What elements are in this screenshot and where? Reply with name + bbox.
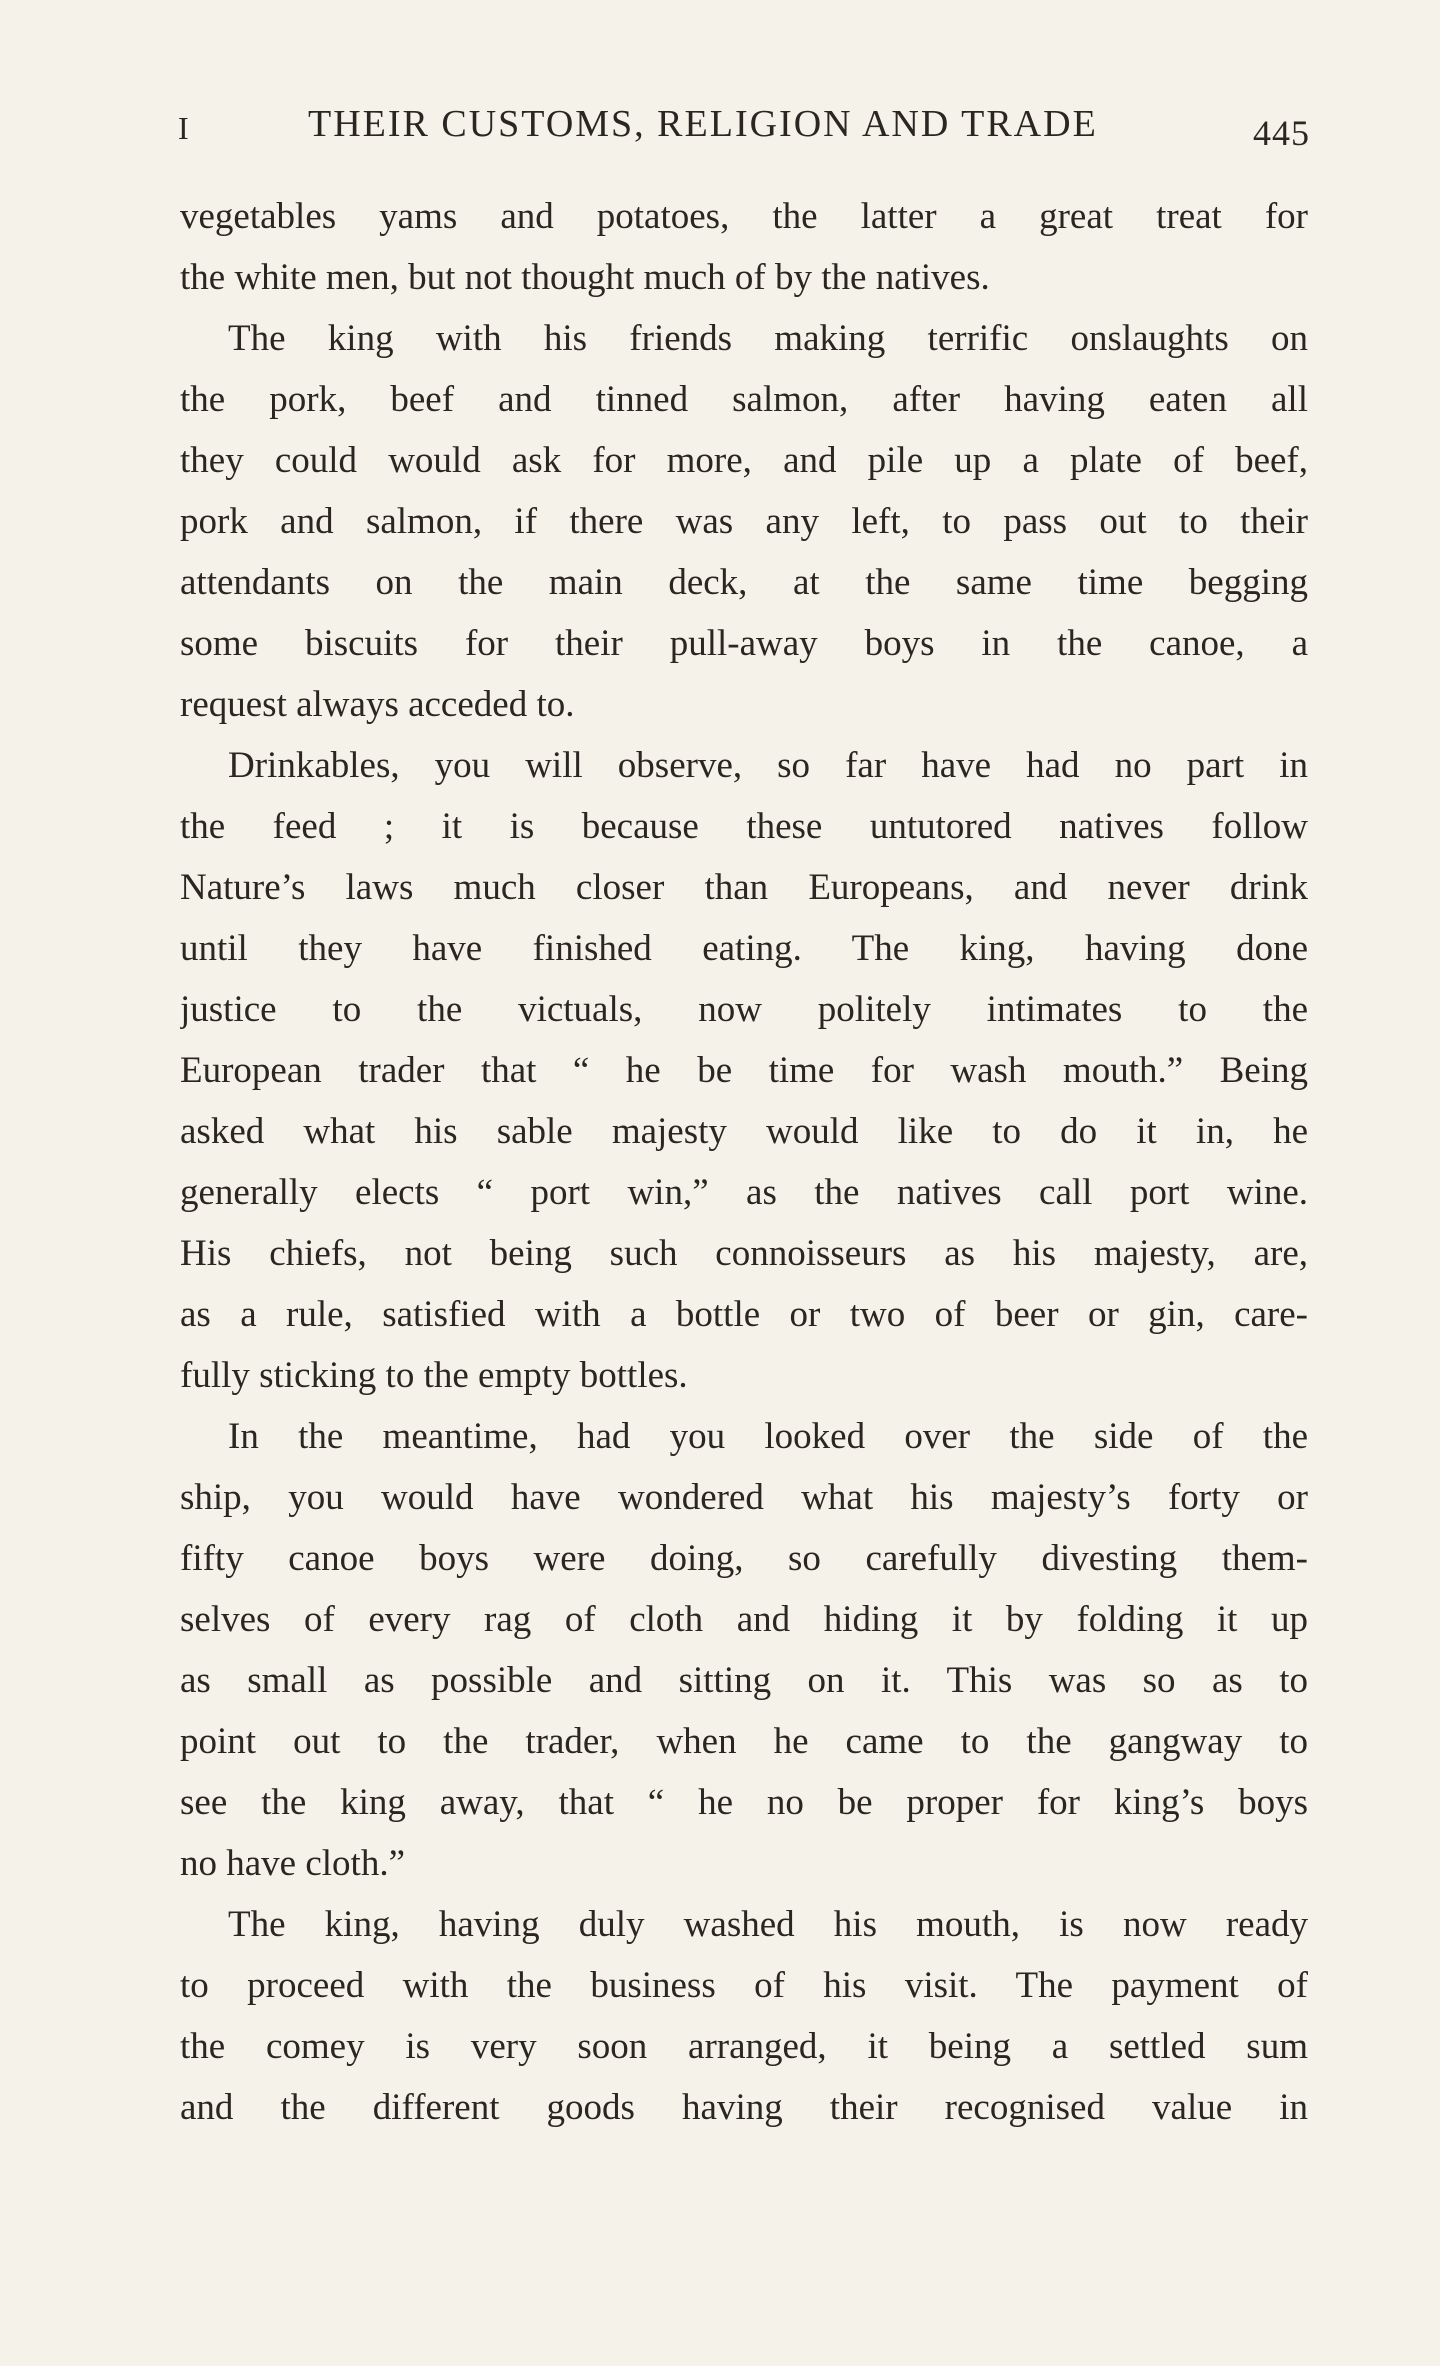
text-line: generally elects “ port win,” as the natives call port wine. (180, 1172, 1308, 1213)
text-line: as small as possible and sitting on it. This was so as to (180, 1660, 1308, 1701)
paragraph (180, 735, 1308, 1406)
text-line: to proceed with the business of his visit. The payment of (180, 1965, 1308, 2006)
text-line: In the meantime, had you looked over the side of the (228, 1416, 1308, 1457)
paragraph (180, 1894, 1308, 2138)
text-line: Drinkables, you will observe, so far have had no part in (228, 745, 1308, 786)
text-line: fully sticking to the empty bottles. (180, 1355, 688, 1396)
text-line: ship, you would have wondered what his majesty’s forty or (180, 1477, 1308, 1518)
text-line: and the different goods having their recognised value in (180, 2087, 1308, 2128)
paragraph (180, 186, 1308, 308)
text-line: Nature’s laws much closer than Europeans, and never drink (180, 867, 1308, 908)
text-line: some biscuits for their pull-away boys in the canoe, a (180, 623, 1308, 664)
text-line: fifty canoe boys were doing, so carefully divesting them- (180, 1538, 1308, 1579)
text-line: asked what his sable majesty would like to do it in, he (180, 1111, 1308, 1152)
text-line: point out to the trader, when he came to the gangway to (180, 1721, 1308, 1762)
text-line: The king, having duly washed his mouth, is now ready (228, 1904, 1308, 1945)
text-line: the comey is very soon arranged, it being a settled sum (180, 2026, 1308, 2067)
text-line: no have cloth.” (180, 1843, 405, 1884)
text-line: His chiefs, not being such connoisseurs as his majesty, are, (180, 1233, 1308, 1274)
text-line: selves of every rag of cloth and hiding it by folding it up (180, 1599, 1308, 1640)
text-line: the feed ; it is because these untutored natives follow (180, 806, 1308, 847)
page-number: 445 (1253, 113, 1310, 153)
text-line: the white men, but not thought much of by the natives. (180, 257, 990, 298)
text-line: the pork, beef and tinned salmon, after having eaten all (180, 379, 1308, 420)
text-line: European trader that “ he be time for wash mouth.” Being (180, 1050, 1308, 1091)
text-line: attendants on the main deck, at the same time begging (180, 562, 1308, 603)
paragraph (180, 1406, 1308, 1894)
text-line: justice to the victuals, now politely intimates to the (180, 989, 1308, 1030)
running-head (178, 98, 1310, 158)
text-line: until they have finished eating. The king, having done (180, 928, 1308, 969)
text-line: request always acceded to. (180, 684, 575, 725)
running-title: THEIR CUSTOMS, RELIGION AND TRADE (308, 103, 1098, 145)
chapter-number: I (178, 110, 191, 146)
paragraph (180, 308, 1308, 735)
text-line: as a rule, satisfied with a bottle or two of beer or gin, care- (180, 1294, 1308, 1335)
text-line: The king with his friends making terrific onslaughts on (228, 318, 1308, 359)
text-line: pork and salmon, if there was any left, to pass out to their (180, 501, 1308, 542)
text-line: see the king away, that “ he no be proper for king’s boys (180, 1782, 1308, 1823)
text-line: vegetables yams and potatoes, the latter a great treat for (180, 196, 1308, 237)
body-text (180, 186, 1308, 2138)
text-line: they could would ask for more, and pile up a plate of beef, (180, 440, 1308, 481)
